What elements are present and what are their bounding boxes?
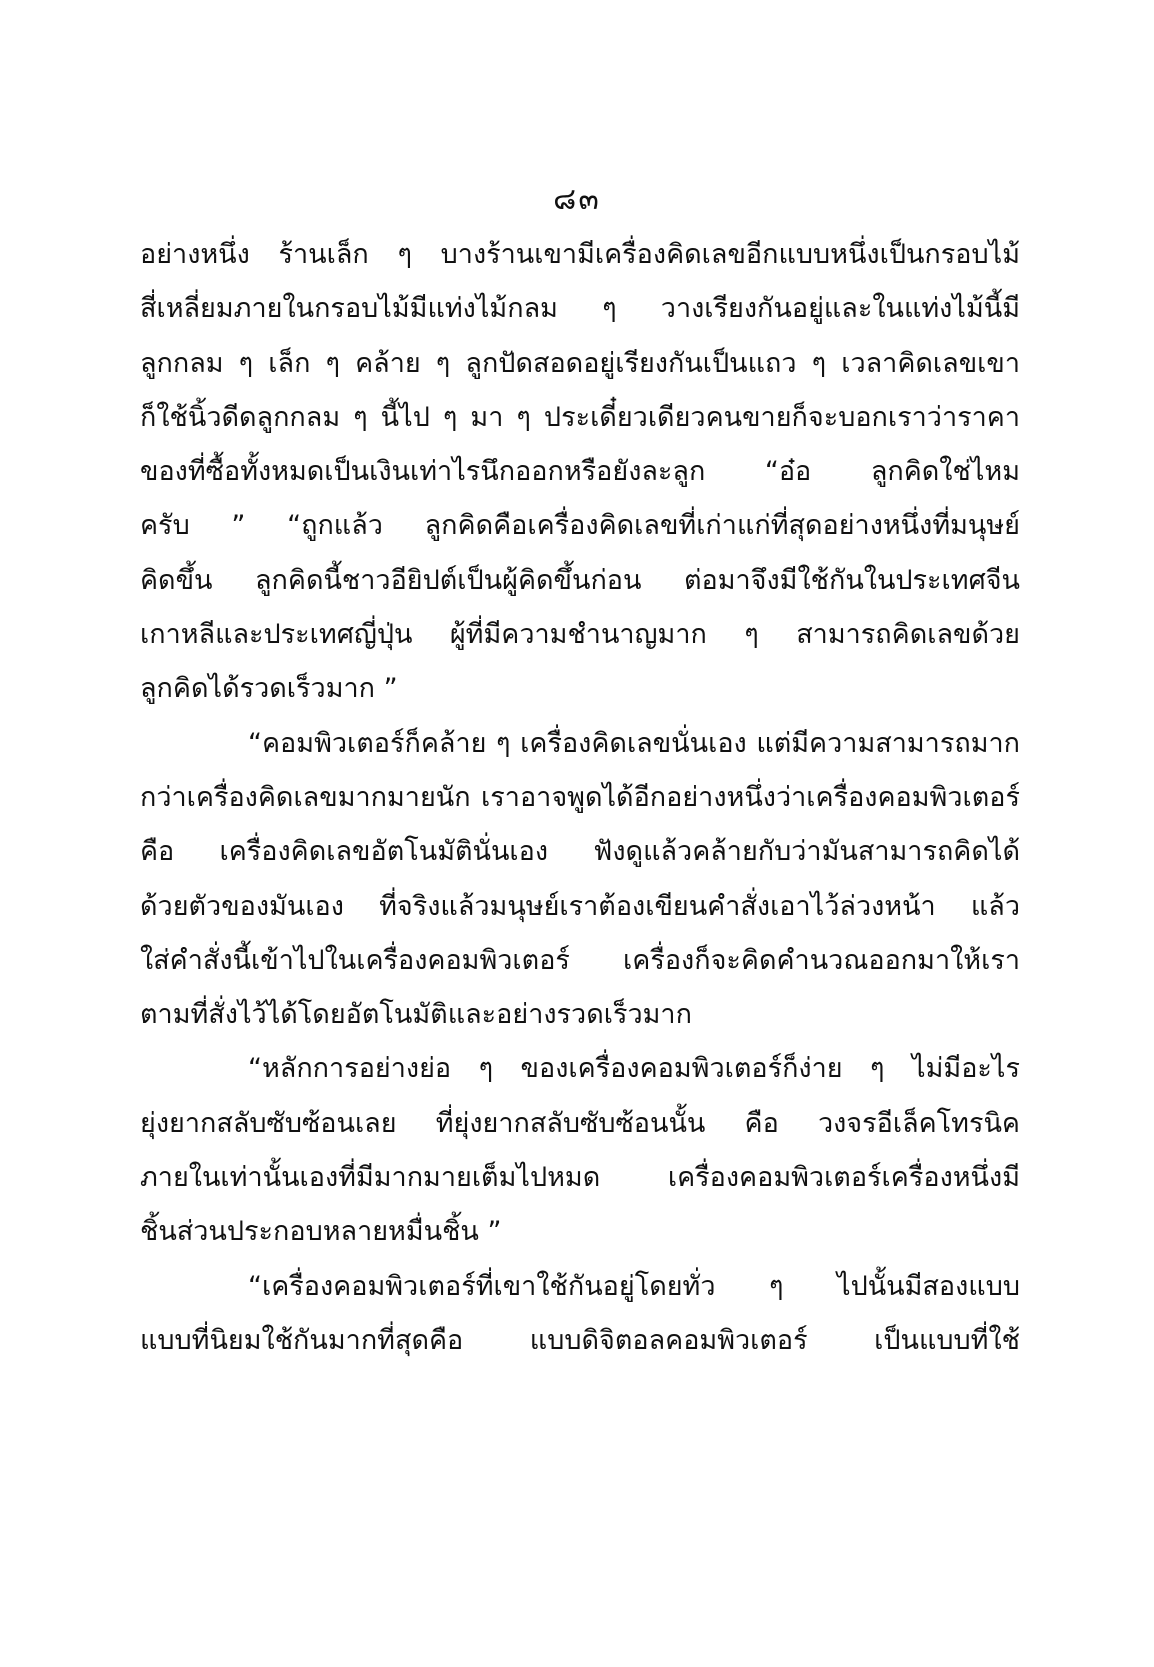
text-line: อย่างหนึ่ง ร้านเล็ก ๆ บางร้านเขามีเครื่องคิดเลขอีกแบบหนึ่งเป็นกรอบไม้ [140,239,1020,270]
text-line: ชิ้นส่วนประกอบหลายหมื่นชิ้น ” [140,1216,502,1248]
text-line: ใส่คำสั่งนี้เข้าไปในเครื่องคอมพิวเตอร์ เครื่องก็จะคิดคำนวณออกมาให้เรา [140,944,1020,976]
text-line: ด้วยตัวของมันเอง ที่จริงแล้วมนุษย์เราต้องเขียนคำสั่งเอาไว้ล่วงหน้า แล้ว [140,890,1020,922]
text-line: “เครื่องคอมพิวเตอร์ที่เขาใช้กันอยู่โดยทั่ว ๆ ไปนั้นมีสองแบบ [248,1270,1020,1302]
text-line: คือ เครื่องคิดเลขอัตโนมัตินั่นเอง ฟังดูแล้วคล้ายกับว่ามันสามารถคิดได้ [140,836,1020,868]
text-line: ลูกคิดได้รวดเร็วมาก ” [140,673,398,705]
text-line: ลูกกลม ๆ เล็ก ๆ คล้าย ๆ ลูกปัดสอดอยู่เรียงกันเป็นแถว ๆ เวลาคิดเลขเขา [140,347,1020,379]
text-line: แบบที่นิยมใช้กันมากที่สุดคือ แบบดิจิตอลคอมพิวเตอร์ เป็นแบบที่ใช้ [140,1324,1020,1356]
text-line: “หลักการอย่างย่อ ๆ ของเครื่องคอมพิวเตอร์ก็ง่าย ๆ ไม่มีอะไร [248,1053,1020,1085]
body-text [140,228,1020,1368]
text-line: สี่เหลี่ยมภายในกรอบไม้มีแท่งไม้กลม ๆ วางเรียงกันอยู่และในแท่งไม้นี้มี [140,293,1020,325]
text-line: ภายในเท่านั้นเองที่มีมากมายเต็มไปหมด เครื่องคอมพิวเตอร์เครื่องหนึ่งมี [140,1162,1020,1194]
text-line: ของที่ซื้อทั้งหมดเป็นเงินเท่าไรนึกออกหรือยังละลูก “อ๋อ ลูกคิดใช่ไหม [140,456,1020,488]
text-line: เกาหลีและประเทศญี่ปุ่น ผู้ที่มีความชำนาญมาก ๆ สามารถคิดเลขด้วย [140,619,1020,651]
text-line: ครับ ” “ถูกแล้ว ลูกคิดคือเครื่องคิดเลขที่เก่าแก่ที่สุดอย่างหนึ่งที่มนุษย์ [140,510,1020,542]
text-line: ก็ใช้นิ้วดีดลูกกลม ๆ นี้ไป ๆ มา ๆ ประเดี๋ยวเดียวคนขายก็จะบอกเราว่าราคา [140,401,1020,433]
text-line: ยุ่งยากสลับซับซ้อนเลย ที่ยุ่งยากสลับซับซ้อนนั้น คือ วงจรอีเล็คโทรนิค [140,1107,1020,1139]
text-line: กว่าเครื่องคิดเลขมากมายนัก เราอาจพูดได้อีกอย่างหนึ่งว่าเครื่องคอมพิวเตอร์ [140,781,1020,813]
page-number: ๘๓ [553,182,601,217]
text-line: ตามที่สั่งไว้ได้โดยอัตโนมัติและอย่างรวดเร็วมาก [140,999,692,1031]
text-line: คิดขึ้น ลูกคิดนี้ชาวอียิปต์เป็นผู้คิดขึ้นก่อน ต่อมาจึงมีใช้กันในประเทศจีน [140,564,1020,596]
text-line: “คอมพิวเตอร์ก็คล้าย ๆ เครื่องคิดเลขนั่นเอง แต่มีความสามารถมาก [248,727,1020,759]
